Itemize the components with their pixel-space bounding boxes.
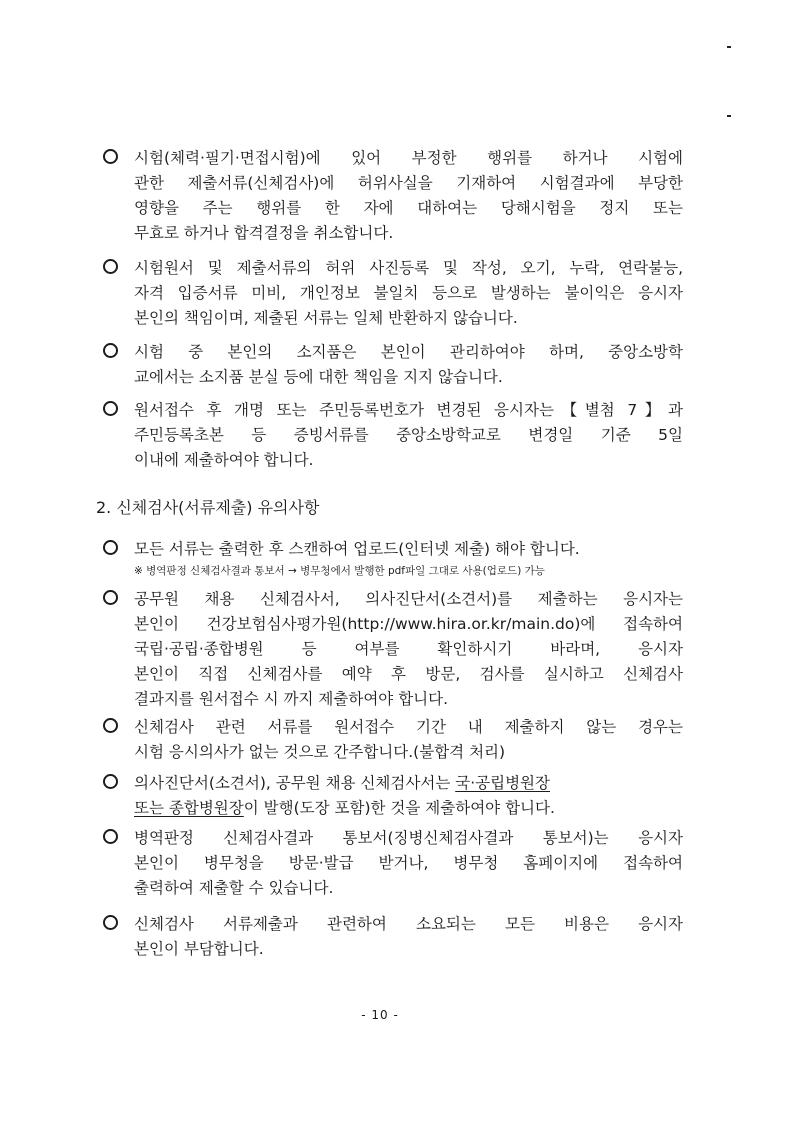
circle-bullet-icon [103,259,118,274]
notice-line: 본인이 부담합니다. [134,940,264,958]
notice-line: 신체검사 서류제출과 관련하여 소요되는 모든 비용은 응시자 [134,915,683,933]
notice-line: 자격 입증서류 미비, 개인정보 불일치 등으로 발생하는 불이익은 응시자 [134,284,683,302]
underlined-text: 국·공립병원장 [455,774,550,792]
notice-line: 모든 서류는 출력한 후 스캔하여 업로드(인터넷 제출) 해야 합니다. [134,540,580,558]
notice-item [103,771,683,821]
notice-line: 무효로 하거나 합격결정을 취소합니다. [134,224,394,242]
page-number: - 10 - [361,1008,399,1022]
notice-item [103,146,683,246]
notice-item [103,340,683,390]
circle-bullet-icon [103,915,118,930]
notice-line: 영향을 주는 행위를 한 자에 대하여는 당해시험을 정지 또는 [134,199,683,217]
notice-item [103,256,683,331]
notice-line: 본인이 건강보험심사평가원(http://www.hira.or.kr/main.do)에 접속하여 [134,615,683,633]
notice-line: 시험 응시의사가 없는 것으로 간주합니다.(불합격 처리) [134,743,506,761]
notice-line: 원서접수 후 개명 또는 주민등록번호가 변경된 응시자는【별첨 7】과 [134,401,683,419]
notice-item [103,537,683,582]
notice-text: 의사진단서(소견서), 공무원 채용 신체검사서는 [134,774,456,792]
notice-line: 교에서는 소지품 분실 등에 대한 책임을 지지 않습니다. [134,368,503,386]
notice-item [103,912,683,962]
reference-note: ※ 병역판정 신체검사결과 통보서 → 병무청에서 발행한 pdf파일 그대로 사용(업로드) 가능 [134,565,545,577]
notice-line: 본인이 병무청을 방문·발급 받거나, 병무청 홈페이지에 접속하여 [134,854,683,872]
corner-mark [727,46,731,48]
notice-text: 이 발행(도장 포함)한 것을 제출하여야 합니다. [243,799,555,817]
notice-line [134,796,683,821]
notice-line [134,771,683,796]
notice-line: 국립·공립·종합병원 등 여부를 확인하시기 바라며, 응시자 [134,640,683,658]
notice-line: 출력하여 제출할 수 있습니다. [134,879,334,897]
notice-line: 관한 제출서류(신체검사)에 허위사실을 기재하여 시험결과에 부당한 [134,174,683,192]
circle-bullet-icon [103,774,118,789]
notice-line: 시험원서 및 제출서류의 허위 사진등록 및 작성, 오기, 누락, 연락불능, [134,259,683,277]
underlined-text: 또는 종합병원장 [134,799,244,817]
notice-line: 주민등록초본 등 증빙서류를 중앙소방학교로 변경일 기준 5일 [134,426,683,444]
circle-bullet-icon [103,590,118,605]
notice-item [103,587,683,712]
circle-bullet-icon [103,343,118,358]
notice-item [103,826,683,901]
corner-mark [727,115,731,117]
notice-line: 시험 중 본인의 소지품은 본인이 관리하여야 하며, 중앙소방학 [134,343,683,361]
circle-bullet-icon [103,540,118,555]
circle-bullet-icon [103,829,118,844]
circle-bullet-icon [103,149,118,164]
notice-line: 병역판정 신체검사결과 통보서(징병신체검사결과 통보서)는 응시자 [134,829,683,847]
notice-line: 본인의 책임이며, 제출된 서류는 일체 반환하지 않습니다. [134,309,518,327]
notice-line: 본인이 직접 신체검사를 예약 후 방문, 검사를 실시하고 신체검사 [134,665,683,683]
notice-line: 결과지를 원서접수 시 까지 제출하여야 합니다. [134,690,449,708]
notice-line: 이내에 제출하여야 합니다. [134,451,314,469]
notice-line: 신체검사 관련 서류를 원서접수 기간 내 제출하지 않는 경우는 [134,718,683,736]
circle-bullet-icon [103,718,118,733]
notice-item [103,398,683,473]
notice-line: 시험(체력·필기·면접시험)에 있어 부정한 행위를 하거나 시험에 [134,149,683,167]
section-heading: 2. 신체검사(서류제출) 유의사항 [96,498,320,517]
circle-bullet-icon [103,401,118,416]
notice-line: 공무원 채용 신체검사서, 의사진단서(소견서)를 제출하는 응시자는 [134,590,683,608]
notice-item [103,715,683,765]
